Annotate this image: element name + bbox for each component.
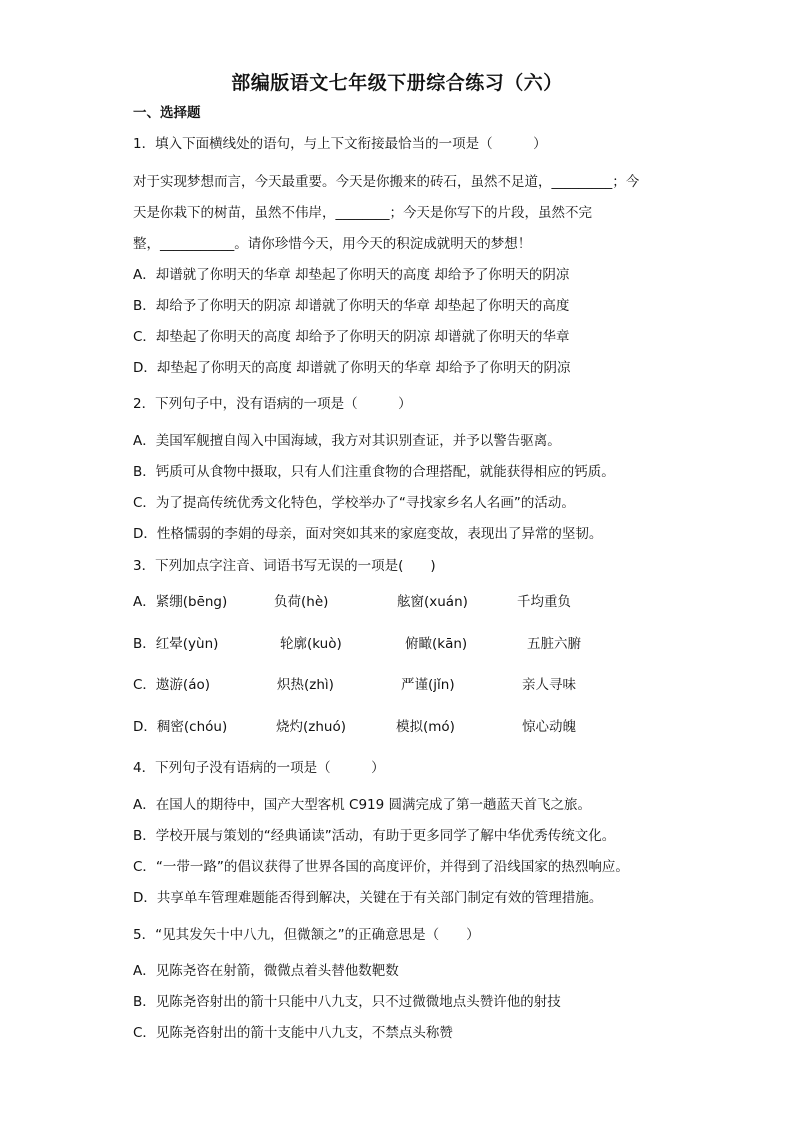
q3-c-word-4: 亲人寻味 xyxy=(522,677,576,693)
q3-d-word-2: 烧灼(zhuó) xyxy=(276,719,346,735)
q5-option-c: C．见陈尧咨射出的箭十支能中八九支，不禁点头称赞 xyxy=(133,1025,453,1041)
q1-passage-line-2: 天是你栽下的树苗，虽然不伟岸，________；今天是你写下的片段，虽然不完 xyxy=(133,205,592,221)
q2-stem: 2．下列句子中，没有语病的一项是（ ） xyxy=(133,396,412,412)
q2-option-d: D．性格懦弱的李娟的母亲，面对突如其来的家庭变故，表现出了异常的坚韧。 xyxy=(133,526,603,542)
q3-d-word-3: 模拟(mó) xyxy=(396,719,455,735)
q4-stem: 4．下列句子没有语病的一项是（ ） xyxy=(133,760,385,776)
q1-passage-line-3: 整，___________。请你珍惜今天，用今天的积淀成就明天的梦想！ xyxy=(133,236,532,252)
q3-a-word-4: 千均重负 xyxy=(517,594,571,610)
q3-c-word-2: 炽热(zhì) xyxy=(277,677,334,693)
q3-b-word-4: 五脏六腑 xyxy=(527,636,581,652)
q4-option-b: B．学校开展与策划的“经典诵读”活动，有助于更多同学了解中华优秀传统文化。 xyxy=(133,828,616,844)
q1-passage-line-1: 对于实现梦想而言，今天最重要。今天是你搬来的砖石，虽然不足道，_________；今 xyxy=(133,174,640,190)
q5-option-b: B．见陈尧咨射出的箭十只能中八九支，只不过微微地点头赞许他的射技 xyxy=(133,994,561,1010)
q4-option-d: D．共享单车管理难题能否得到解决，关键在于有关部门制定有效的管理措施。 xyxy=(133,890,603,906)
q5-option-a: A．见陈尧咨在射箭，微微点着头替他数靶数 xyxy=(133,963,399,979)
q3-b-word-2: 轮廓(kuò) xyxy=(280,636,342,652)
q1-option-b: B．却给予了你明天的阴凉 却谱就了你明天的华章 却垫起了你明天的高度 xyxy=(133,298,570,314)
q3-c-word-1: C．遨游(áo) xyxy=(133,677,210,693)
section-heading: 一、选择题 xyxy=(133,105,201,121)
q3-b-word-3: 俯瞰(kān) xyxy=(405,636,468,652)
q3-a-word-3: 舷窗(xuán) xyxy=(397,594,468,610)
q1-option-a: A．却谱就了你明天的华章 却垫起了你明天的高度 却给予了你明天的阴凉 xyxy=(133,267,570,283)
q3-d-word-1: D．稠密(chóu) xyxy=(133,719,228,735)
q3-a-word-2: 负荷(hè) xyxy=(274,594,329,610)
q1-stem: 1．填入下面横线处的语句，与上下文衔接最恰当的一项是（ ） xyxy=(133,136,547,152)
q5-stem: 5．“见其发矢十中八九，但微颔之”的正确意思是（ ） xyxy=(133,927,480,943)
q1-option-c: C．却垫起了你明天的高度 却给予了你明天的阴凉 却谱就了你明天的华章 xyxy=(133,329,570,345)
page-title: 部编版语文七年级下册综合练习（六） xyxy=(231,72,563,94)
q4-option-c: C．“一带一路”的倡议获得了世界各国的高度评价，并得到了沿线国家的热烈响应。 xyxy=(133,859,629,875)
q3-b-word-1: B．红晕(yùn) xyxy=(133,636,219,652)
q2-option-a: A．美国军舰擅自闯入中国海域，我方对其识别查证，并予以警告驱离。 xyxy=(133,433,561,449)
q4-option-a: A．在国人的期待中，国产大型客机 C919 圆满完成了第一趟蓝天首飞之旅。 xyxy=(133,797,592,813)
q2-option-b: B．钙质可从食物中摄取，只有人们注重食物的合理搭配，就能获得相应的钙质。 xyxy=(133,464,615,480)
q3-d-word-4: 惊心动魄 xyxy=(522,719,576,735)
q2-option-c: C．为了提高传统优秀文化特色，学校举办了“寻找家乡名人名画”的活动。 xyxy=(133,495,575,511)
q1-option-d: D．却垫起了你明天的高度 却谱就了你明天的华章 却给予了你明天的阴凉 xyxy=(133,360,571,376)
q3-c-word-3: 严谨(jǐn) xyxy=(401,677,455,693)
q3-stem: 3．下列加点字注音、词语书写无误的一项是( ) xyxy=(133,558,436,574)
q3-a-word-1: A．紧绷(bēng) xyxy=(133,594,228,610)
